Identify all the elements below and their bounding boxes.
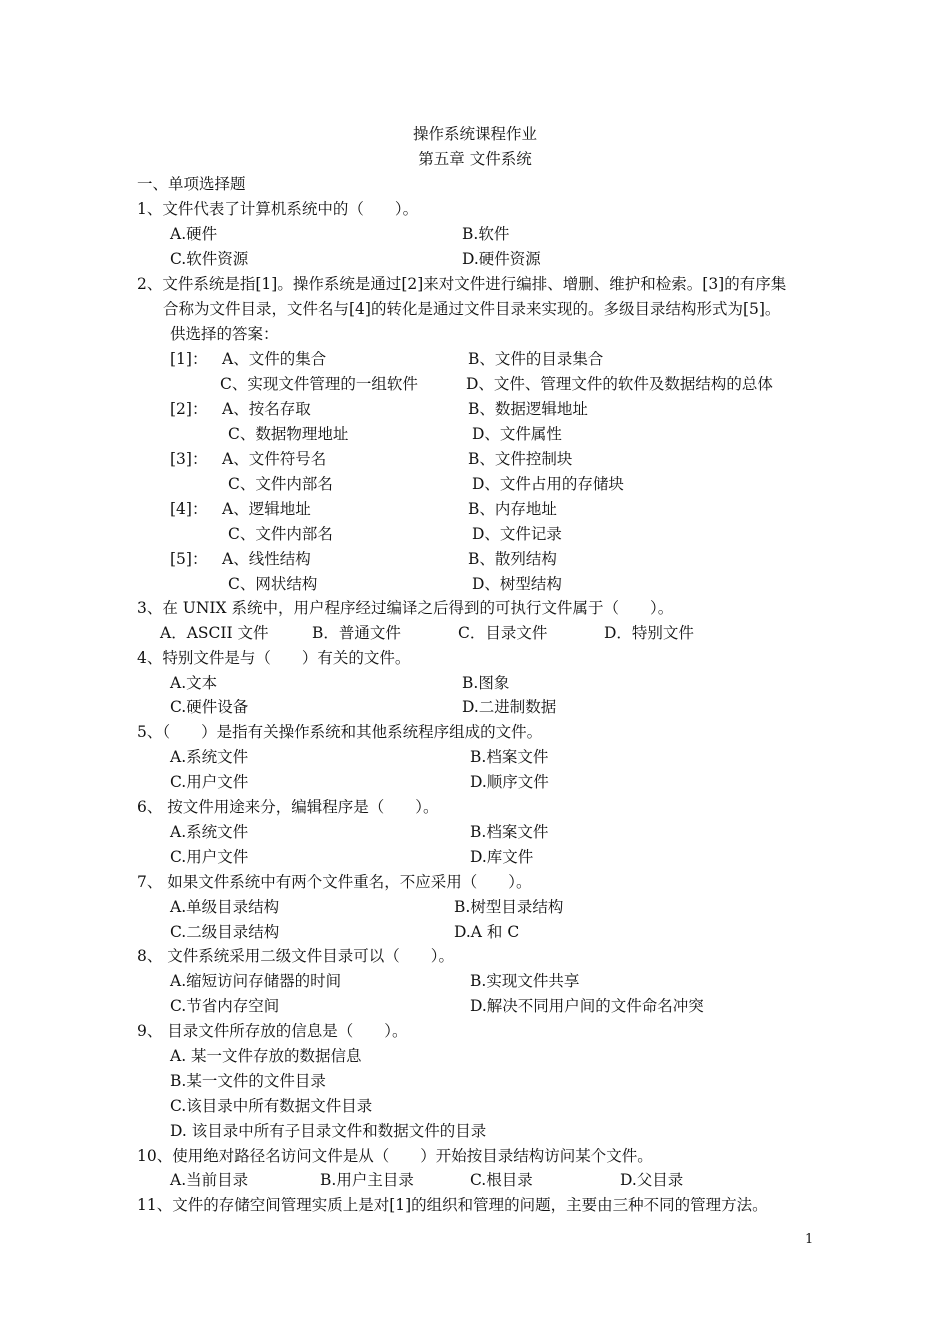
blank-3-option-d: D、文件占用的存储块 <box>472 475 624 493</box>
question-9-option-a: A. 某一文件存放的数据信息 <box>170 1047 362 1065</box>
question-3-option-b: B．普通文件 <box>312 624 401 642</box>
question-1-option-b: B.软件 <box>462 225 510 243</box>
question-1-stem: 1、文件代表了计算机系统中的（ ）。 <box>137 200 419 218</box>
question-7-option-c: C.二级目录结构 <box>170 923 280 941</box>
blank-3-option-b: B、文件控制块 <box>468 450 573 468</box>
question-4-option-a: A.文本 <box>170 674 218 692</box>
blank-4-label: [4]： <box>170 500 208 518</box>
blank-3-option-a: A、文件符号名 <box>222 450 327 468</box>
question-5-stem: 5、（ ）是指有关操作系统和其他系统程序组成的文件。 <box>137 723 543 741</box>
question-4-option-d: D.二进制数据 <box>462 698 557 716</box>
blank-1-option-d: D、文件、管理文件的软件及数据结构的总体 <box>466 375 773 393</box>
blank-1-option-b: B、文件的目录集合 <box>468 350 604 368</box>
question-1-option-c: C.软件资源 <box>170 250 249 268</box>
blank-4-option-c: C、文件内部名 <box>228 525 333 543</box>
question-9-option-d: D. 该目录中所有子目录文件和数据文件的目录 <box>170 1122 487 1140</box>
question-10-stem: 10、使用绝对路径名访问文件是从（ ）开始按目录结构访问某个文件。 <box>137 1147 653 1165</box>
blank-2-option-c: C、数据物理地址 <box>228 425 349 443</box>
chapter-title: 第五章 文件系统 <box>418 150 532 168</box>
question-5-option-a: A.系统文件 <box>170 748 249 766</box>
question-11-stem: 11、文件的存储空间管理实质上是对[1]的组织和管理的问题，主要由三种不同的管理方法。 <box>137 1196 768 1214</box>
question-8-option-a: A.缩短访问存储器的时间 <box>170 972 342 990</box>
document-title: 操作系统课程作业 <box>412 125 537 143</box>
question-8-option-b: B.实现文件共享 <box>470 972 580 990</box>
question-8-option-d: D.解决不同用户间的文件命名冲突 <box>470 997 704 1015</box>
blank-3-option-c: C、文件内部名 <box>228 475 333 493</box>
question-3-option-c: C．目录文件 <box>458 624 548 642</box>
blank-4-option-d: D、文件记录 <box>472 525 562 543</box>
blank-3-label: [3]： <box>170 450 208 468</box>
question-5-option-c: C.用户文件 <box>170 773 249 791</box>
question-4-stem: 4、特别文件是与（ ）有关的文件。 <box>137 649 411 667</box>
question-7-option-d: D.A 和 C <box>454 923 520 941</box>
blank-4-option-b: B、内存地址 <box>468 500 557 518</box>
blank-1-label: [1]： <box>170 350 208 368</box>
blank-2-label: [2]： <box>170 400 208 418</box>
question-3-option-d: D．特别文件 <box>604 624 694 642</box>
question-2-choices-label: 供选择的答案： <box>170 325 279 343</box>
question-7-stem: 7、 如果文件系统中有两个文件重名，不应采用（ ）。 <box>137 873 532 891</box>
blank-2-option-a: A、按名存取 <box>222 400 311 418</box>
question-8-option-c: C.节省内存空间 <box>170 997 280 1015</box>
question-2-stem-line-1: 2、文件系统是指[1]。操作系统是通过[2]来对文件进行编排、增删、维护和检索。[3]的有序集 <box>137 275 787 293</box>
blank-4-option-a: A、逻辑地址 <box>222 500 311 518</box>
question-5-option-d: D.顺序文件 <box>470 773 549 791</box>
question-2-stem-line-2: 合称为文件目录，文件名与[4]的转化是通过文件目录来实现的。多级目录结构形式为[5]。 <box>163 300 781 318</box>
blank-5-option-b: B、散列结构 <box>468 550 557 568</box>
blank-5-option-a: A、线性结构 <box>222 550 311 568</box>
question-6-option-b: B.档案文件 <box>470 823 549 841</box>
question-1-option-d: D.硬件资源 <box>462 250 541 268</box>
question-6-option-c: C.用户文件 <box>170 848 249 866</box>
question-3-stem: 3、在 UNIX 系统中，用户程序经过编译之后得到的可执行文件属于（ ）。 <box>137 599 674 617</box>
question-10-option-b: B.用户主目录 <box>320 1171 414 1189</box>
question-3-option-a: A．ASCII 文件 <box>160 624 269 642</box>
question-10-option-d: D.父目录 <box>620 1171 684 1189</box>
question-9-option-b: B.某一文件的文件目录 <box>170 1072 326 1090</box>
question-6-stem: 6、 按文件用途来分，编辑程序是（ ）。 <box>137 798 439 816</box>
question-5-option-b: B.档案文件 <box>470 748 549 766</box>
question-7-option-b: B.树型目录结构 <box>454 898 564 916</box>
blank-2-option-d: D、文件属性 <box>472 425 562 443</box>
question-10-option-a: A.当前目录 <box>170 1171 249 1189</box>
question-8-stem: 8、 文件系统采用二级文件目录可以（ ）。 <box>137 947 455 965</box>
blank-2-option-b: B、数据逻辑地址 <box>468 400 588 418</box>
blank-1-option-a: A、文件的集合 <box>222 350 327 368</box>
blank-5-option-d: D、树型结构 <box>472 575 562 593</box>
blank-5-option-c: C、网状结构 <box>228 575 318 593</box>
blank-1-option-c: C、实现文件管理的一组软件 <box>220 375 418 393</box>
question-9-option-c: C.该目录中所有数据文件目录 <box>170 1097 373 1115</box>
question-1-option-a: A.硬件 <box>170 225 218 243</box>
blank-5-label: [5]： <box>170 550 208 568</box>
question-4-option-c: C.硬件设备 <box>170 698 249 716</box>
question-7-option-a: A.单级目录结构 <box>170 898 280 916</box>
question-6-option-d: D.库文件 <box>470 848 534 866</box>
section-heading: 一、单项选择题 <box>137 175 246 193</box>
question-4-option-b: B.图象 <box>462 674 510 692</box>
question-10-option-c: C.根目录 <box>470 1171 533 1189</box>
question-6-option-a: A.系统文件 <box>170 823 249 841</box>
question-9-stem: 9、 目录文件所存放的信息是（ ）。 <box>137 1022 408 1040</box>
page-number: 1 <box>805 1232 814 1247</box>
